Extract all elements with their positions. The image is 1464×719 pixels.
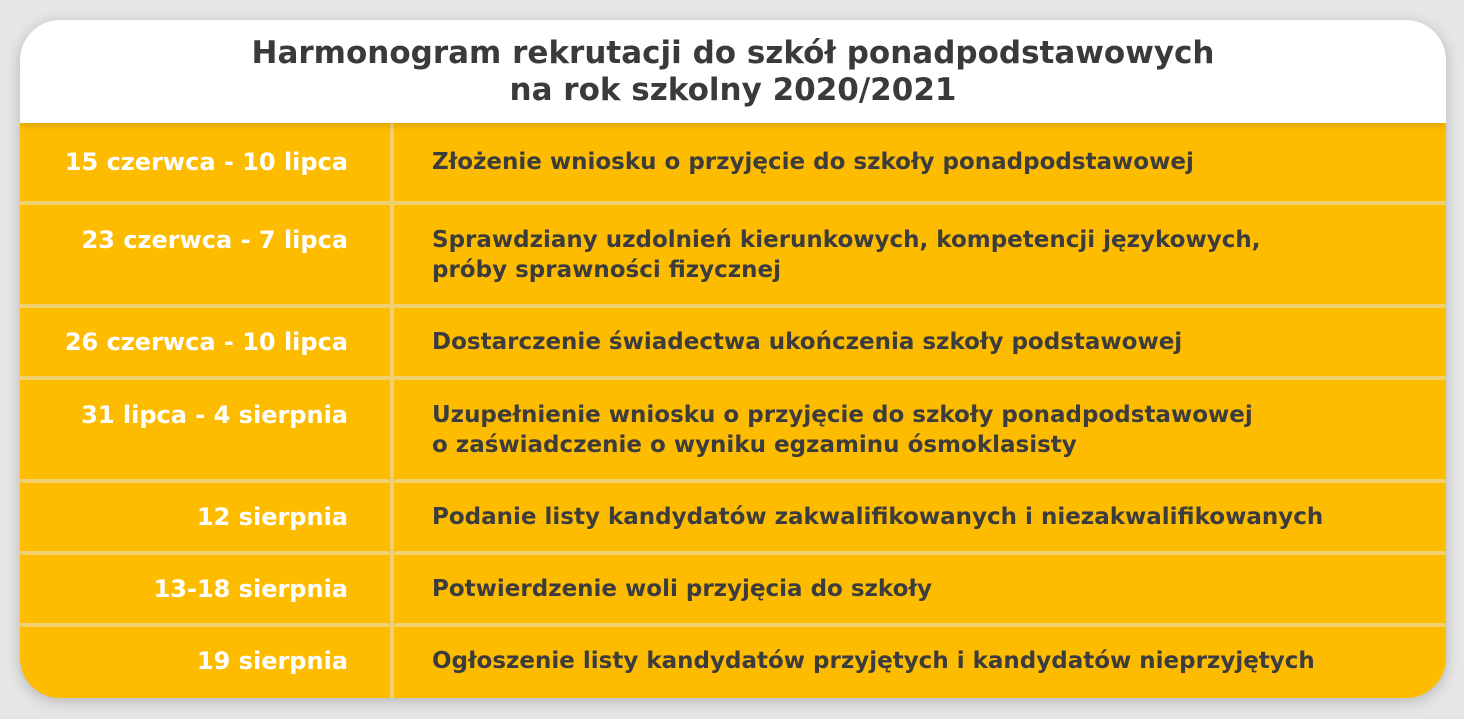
schedule-row [20, 123, 1446, 201]
schedule-description [394, 627, 1446, 698]
schedule-date: 15 czerwca - 10 lipca [20, 123, 394, 201]
schedule-row [20, 201, 1446, 304]
schedule-card [20, 20, 1446, 698]
schedule-description-line: Dostarczenie świadectwa ukończenia szkoły podstawowej [432, 329, 1183, 355]
schedule-date: 31 lipca - 4 sierpnia [20, 380, 394, 479]
schedule-description-line: Podanie listy kandydatów zakwalifikowanych i niezakwalifikowanych [432, 504, 1324, 530]
page-title-line-2: na rok szkolny 2020/2021 [509, 71, 957, 108]
schedule-description [394, 308, 1446, 376]
schedule-header [20, 20, 1446, 123]
schedule-date: 13-18 sierpnia [20, 555, 394, 623]
schedule-description [394, 123, 1446, 201]
schedule-description [394, 205, 1446, 304]
schedule-description-line: Uzupełnienie wniosku o przyjęcie do szkoły ponadpodstawowej [432, 402, 1253, 428]
schedule-description [394, 380, 1446, 479]
schedule-row [20, 623, 1446, 698]
schedule-row [20, 376, 1446, 479]
schedule-row [20, 479, 1446, 551]
schedule-description [394, 555, 1446, 623]
schedule-description-line: Ogłoszenie listy kandydatów przyjętych i kandydatów nieprzyjętych [432, 648, 1315, 674]
schedule-description [394, 483, 1446, 551]
schedule-date: 23 czerwca - 7 lipca [20, 205, 394, 304]
schedule-description-line: Złożenie wniosku o przyjęcie do szkoły ponadpodstawowej [432, 149, 1194, 175]
schedule-description-line: Potwierdzenie woli przyjęcia do szkoły [432, 576, 932, 602]
schedule-table [20, 123, 1446, 698]
schedule-date: 26 czerwca - 10 lipca [20, 308, 394, 376]
schedule-description-line: o zaświadczenie o wyniku egzaminu ósmoklasisty [432, 432, 1077, 458]
schedule-row [20, 551, 1446, 623]
page-title-line-1: Harmonogram rekrutacji do szkół ponadpodstawowych [251, 34, 1215, 71]
schedule-date: 12 sierpnia [20, 483, 394, 551]
schedule-date: 19 sierpnia [20, 627, 394, 698]
schedule-row [20, 304, 1446, 376]
schedule-description-line: Sprawdziany uzdolnień kierunkowych, kompetencji językowych, [432, 227, 1261, 253]
schedule-description-line: próby sprawności fizycznej [432, 257, 782, 283]
